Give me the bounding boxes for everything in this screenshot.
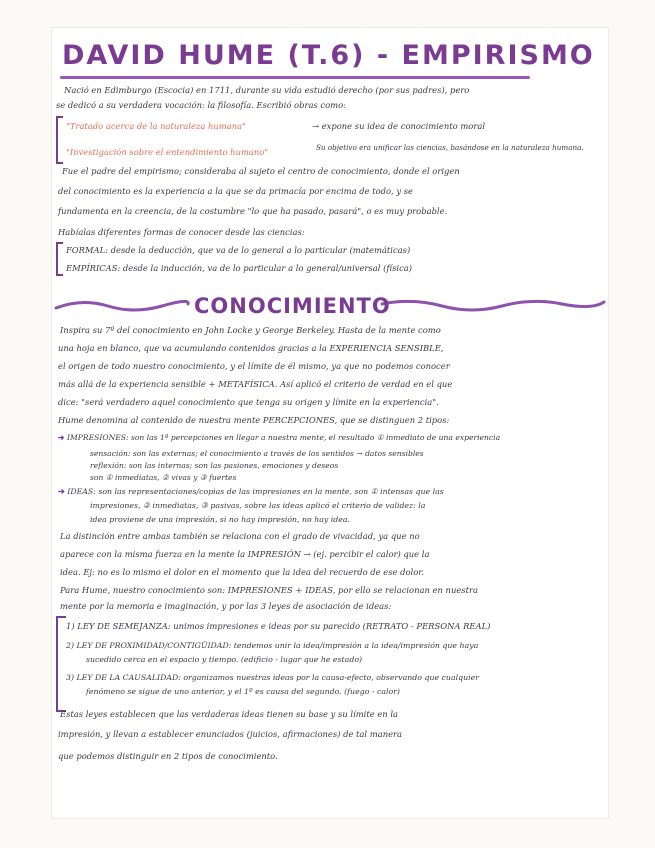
forms-bracket [56, 242, 63, 276]
law-proximidad: 2) LEY DE PROXIMIDAD/CONTIGÜIDAD: tendemos unir la idea/impresión a la idea/impresión que haya [66, 641, 479, 650]
distinction-line-2: aparece con la misma fuerza en la mente la IMPRESIÓN → (ej. percibir el calor) que la [60, 549, 430, 559]
distinction-line-1: La distinción entre ambas también se relaciona con el grado de vivacidad, ya que no [60, 531, 420, 541]
distinction-line-3: idea. Ej: no es lo mismo el dolor en el momento que la idea del recuerdo de ese dolor. [60, 567, 425, 577]
law-proximidad-cont: sucedido cerca en el espacio y tiempo. (edificio - lugar que he estado) [86, 655, 363, 664]
impressions-line-1 [58, 432, 500, 444]
arrow-icon: ➔ [58, 487, 68, 496]
ideas-line-3: idea proviene de una impresión, si no hay impresión, no hay idea. [90, 515, 350, 524]
conclusion-line-3: que podemos distinguir en 2 tipos de conocimiento. [58, 751, 278, 761]
work-1: "Tratado acerca de la naturaleza humana" [66, 121, 246, 131]
knowledge-line-2: una hoja en blanco, que va acumulando contenidos gracias a la EXPERIENCIA SENSIBLE, [58, 343, 444, 353]
laws-bracket [56, 616, 66, 712]
law-causalidad: 3) LEY DE LA CAUSALIDAD: organizamos nuestras ideas por la causa-efecto, observando que cualquier [66, 673, 479, 682]
intro-line-2: se dedicó a su verdadera vocación: la filosofía. Escribió obras como: [56, 100, 346, 110]
conclusion-line-1: Estas leyes establecen que las verdaderas ideas tienen su base y su límite en la [60, 709, 399, 719]
law-semejanza: 1) LEY DE SEMEJANZA: unimos impresiones e ideas por su parecido (RETRATO - PERSONA REAL) [66, 621, 491, 631]
ideas-definition: IDEAS: son las representaciones/copias de las impresiones en la mente, son ① intensas que las [67, 487, 444, 496]
form-empiric: EMPÍRICAS: desde la inducción, va de lo particular a lo general/universal (física) [66, 263, 413, 273]
impressions-definition: IMPRESIONES: son las 1ª percepciones en llegar a nuestra mente, el resultado ① inmediato de una experiencia [67, 433, 501, 442]
intro-line-1: Nació en Edimburgo (Escocia) en 1711, durante su vida estudió derecho (por sus padres), pero [64, 85, 470, 95]
laws-intro-line-1: Para Hume, nuestro conocimiento son: IMPRESIONES + IDEAS, por ello se relacionan en nuestra [60, 585, 478, 595]
knowledge-line-5: dice: "será verdadero aquel conocimiento que tenga su origen y límite en la experiencia". [58, 397, 439, 407]
title-underline [60, 76, 530, 79]
impressions-line-2: sensación: son las externas; el conocimiento a través de los sentidos → datos sensibles [90, 449, 424, 458]
empiricism-line-2: del conocimiento es la experiencia a la que se da primacía por encima de todo, y se [58, 186, 413, 196]
knowledge-line-3: el origen de todo nuestro conocimiento, y el límite de él mismo, ya que no podemos conocer [58, 361, 450, 371]
knowledge-line-6: Hume denomina al contenido de nuestra mente PERCEPCIONES, que se distinguen 2 tipos: [58, 415, 450, 425]
arrow-icon: ➔ [58, 433, 68, 442]
ideas-line-2: impresiones, ② inmediatas, ③ pasivas, sobre las ideas aplicó el criterio de validez: la [90, 501, 426, 510]
law-causalidad-cont: fenómeno se sigue de uno anterior, y el 1º es causa del segundo. (fuego - calor) [86, 687, 400, 696]
empiricism-line-4: Habíalas diferentes formas de conocer desde las ciencias: [58, 227, 305, 237]
laws-intro-line-2: mente por la memoria e imaginación, y por las 3 leyes de asociación de ideas: [60, 601, 392, 611]
form-formal: FORMAL: desde la deducción, que va de lo general a lo particular (matemáticas) [66, 245, 411, 255]
empiricism-line-1: Fue el padre del empirismo; consideraba al sujeto el centro de conocimiento, donde el origen [62, 166, 460, 176]
work-1-note: → expone su idea de conocimiento moral [312, 121, 485, 131]
conclusion-line-2: impresión, y llevan a establecer enunciados (juicios, afirmaciones) de tal manera [58, 729, 403, 739]
impressions-line-3: reflexión: son las internas; son las pasiones, emociones y deseos [90, 461, 339, 470]
impressions-line-4: son ① inmediatas, ② vivas y ③ fuertes [90, 473, 237, 482]
knowledge-line-1: Inspira su 7º del conocimiento en John Locke y George Berkeley. Hasta de la mente como [60, 325, 441, 335]
knowledge-line-4: más allá de la experiencia sensible + METAFÍSICA. Así aplicó el criterio de verdad en el que [58, 379, 453, 389]
page-title: DAVID HUME (T.6) - EMPIRISMO [62, 40, 595, 71]
work-2-note: Su objetivo era unificar las ciencias, basándose en la naturaleza humana. [316, 143, 584, 152]
work-2: "Investigación sobre el entendimiento humano" [66, 147, 269, 157]
empiricism-line-3: fundamenta en la creencia, de la costumbre "lo que ha pasado, pasará", o es muy probable. [58, 206, 448, 216]
works-bracket [56, 116, 63, 164]
ideas-line-1 [58, 486, 444, 498]
section-title-conocimiento: CONOCIMIENTO [194, 294, 391, 318]
